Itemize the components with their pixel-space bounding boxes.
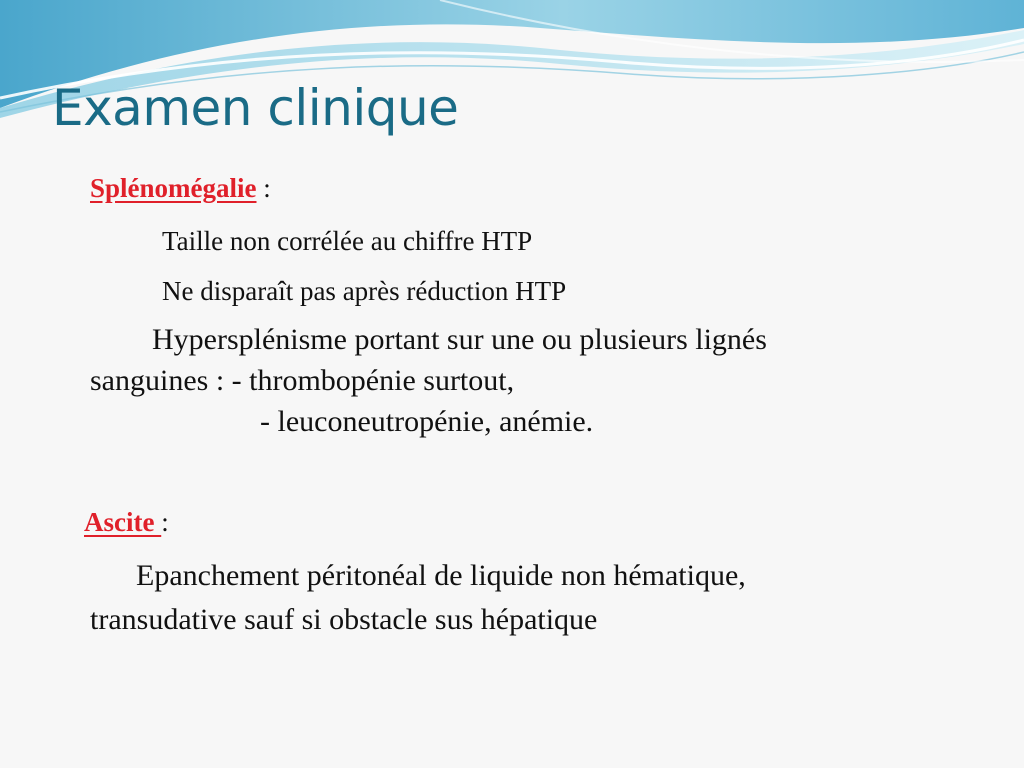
splenomegalie-label: Splénomégalie: [90, 173, 257, 203]
ascite-separator: :: [161, 507, 169, 537]
splenomegalie-item-1: Taille non corrélée au chiffre HTP: [162, 226, 533, 256]
splenomegalie-item-2: Ne disparaît pas après réduction HTP: [162, 276, 567, 306]
hypersplenisme-line-3: - leuconeutropénie, anémie.: [260, 405, 594, 438]
splenomegalie-heading: [90, 172, 271, 204]
ascite-label: Ascite: [84, 507, 162, 537]
ascite-line-1: Epanchement péritonéal de liquide non hématique,: [136, 559, 746, 592]
slide-title: Examen clinique: [52, 79, 459, 137]
hypersplenisme-line-1: Hypersplénisme portant sur une ou plusieurs lignés: [152, 323, 767, 356]
ascite-line-2: transudative sauf si obstacle sus hépatique: [90, 603, 598, 636]
splenomegalie-separator: :: [256, 173, 271, 203]
ascite-heading: [76, 506, 169, 538]
hypersplenisme-line-2: sanguines : - thrombopénie surtout,: [90, 364, 515, 397]
